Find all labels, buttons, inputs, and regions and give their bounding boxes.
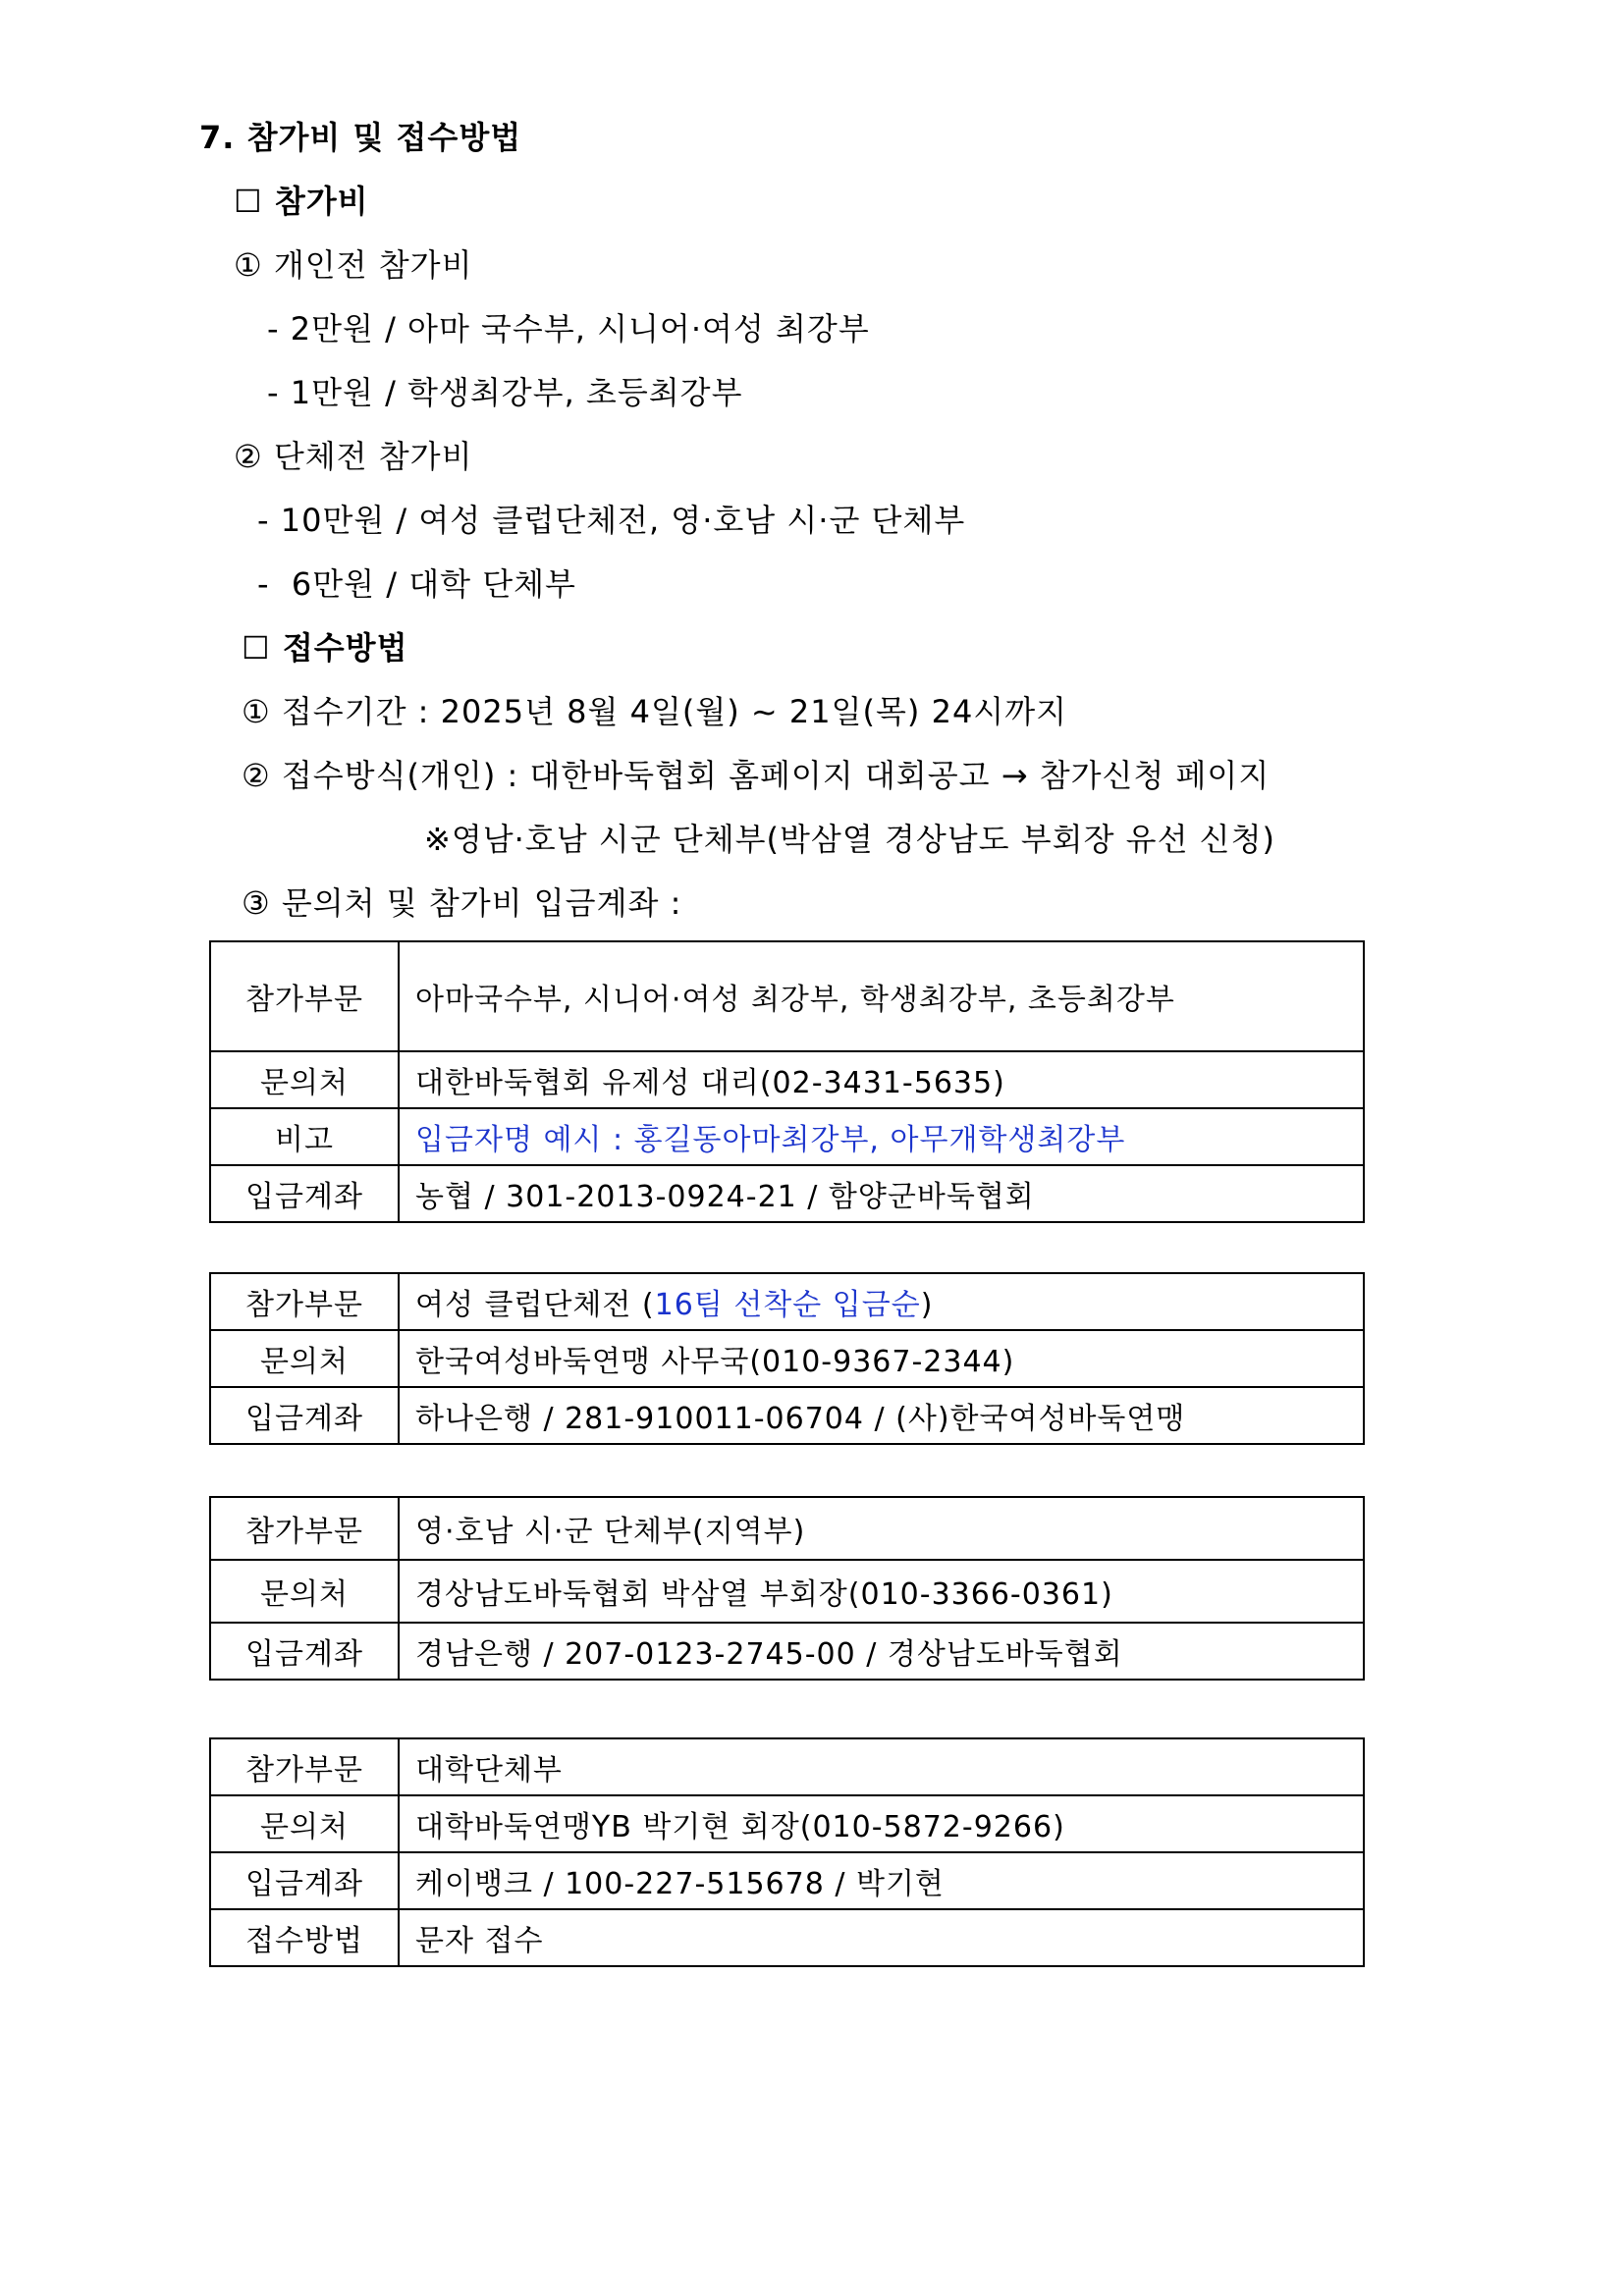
table-row bbox=[210, 1623, 1364, 1680]
contact-label: 문의처 bbox=[210, 1051, 399, 1108]
account-value: 하나은행 / 281-910011-06704 / (사)한국여성바둑연맹 bbox=[399, 1387, 1364, 1444]
section-title: 7. 참가비 및 접수방법 bbox=[199, 119, 522, 156]
team-fee-line: - 6만원 / 대학 단체부 bbox=[257, 565, 576, 603]
individual-fee-line: - 1만원 / 학생최강부, 초등최강부 bbox=[267, 374, 743, 411]
division-label: 참가부문 bbox=[210, 941, 399, 1051]
table-row bbox=[210, 1387, 1364, 1444]
account-value: 케이뱅크 / 100-227-515678 / 박기현 bbox=[399, 1852, 1364, 1909]
contact-label: 문의처 bbox=[210, 1330, 399, 1387]
table-row bbox=[210, 1273, 1364, 1330]
method-way: ② 접수방식(개인) : 대한바둑협회 홈페이지 대회공고 → 참가신청 페이지 bbox=[242, 757, 1271, 794]
contact-value: 대학바둑연맹YB 박기현 회장(010-5872-9266) bbox=[399, 1795, 1364, 1852]
division-label: 참가부문 bbox=[210, 1497, 399, 1560]
table-row bbox=[210, 1852, 1364, 1909]
individual-fee-heading: ① 개인전 참가비 bbox=[234, 246, 473, 284]
table-row bbox=[210, 1795, 1364, 1852]
division-value: 아마국수부, 시니어·여성 최강부, 학생최강부, 초등최강부 bbox=[399, 941, 1364, 1051]
table-row bbox=[210, 941, 1364, 1051]
division-suffix: ) bbox=[920, 1288, 934, 1322]
division-highlight: 16팀 선착순 입금순 bbox=[654, 1288, 921, 1322]
individual-fee-line: - 2만원 / 아마 국수부, 시니어·여성 최강부 bbox=[267, 310, 870, 347]
contact-label: 문의처 bbox=[210, 1795, 399, 1852]
method-value: 문자 접수 bbox=[399, 1909, 1364, 1966]
team-fee-line: - 10만원 / 여성 클럽단체전, 영·호남 시·군 단체부 bbox=[257, 502, 966, 539]
division-value bbox=[399, 1273, 1364, 1330]
fee-header: ☐ 참가비 bbox=[234, 183, 369, 220]
table-row bbox=[210, 1051, 1364, 1108]
contact-value: 경상남도바둑협회 박삼열 부회장(010-3366-0361) bbox=[399, 1560, 1364, 1623]
table-row bbox=[210, 1497, 1364, 1560]
table-regional bbox=[209, 1496, 1365, 1681]
table-row bbox=[210, 1909, 1364, 1966]
division-label: 참가부문 bbox=[210, 1273, 399, 1330]
table-row bbox=[210, 1330, 1364, 1387]
division-prefix: 여성 클럽단체전 ( bbox=[415, 1288, 655, 1322]
division-value: 대학단체부 bbox=[399, 1738, 1364, 1795]
table-women-club bbox=[209, 1272, 1365, 1445]
team-fee-heading: ② 단체전 참가비 bbox=[234, 438, 473, 475]
method-period: ① 접수기간 : 2025년 8월 4일(월) ~ 21일(목) 24시까지 bbox=[242, 693, 1068, 730]
method-header: ☐ 접수방법 bbox=[242, 629, 408, 667]
table-row bbox=[210, 1108, 1364, 1165]
account-value: 경남은행 / 207-0123-2745-00 / 경상남도바둑협회 bbox=[399, 1623, 1364, 1680]
contact-value: 한국여성바둑연맹 사무국(010-9367-2344) bbox=[399, 1330, 1364, 1387]
division-label: 참가부문 bbox=[210, 1738, 399, 1795]
table-row bbox=[210, 1165, 1364, 1222]
note-label: 비고 bbox=[210, 1108, 399, 1165]
account-value: 농협 / 301-2013-0924-21 / 함양군바둑협회 bbox=[399, 1165, 1364, 1222]
table-row bbox=[210, 1560, 1364, 1623]
method-contact-heading: ③ 문의처 및 참가비 입금계좌 : bbox=[242, 884, 682, 922]
table-university bbox=[209, 1737, 1365, 1967]
division-value: 영·호남 시·군 단체부(지역부) bbox=[399, 1497, 1364, 1560]
account-label: 입금계좌 bbox=[210, 1387, 399, 1444]
method-note: ※영남·호남 시군 단체부(박삼열 경상남도 부회장 유선 신청) bbox=[424, 821, 1275, 858]
table-individual bbox=[209, 940, 1365, 1223]
contact-value: 대한바둑협회 유제성 대리(02-3431-5635) bbox=[399, 1051, 1364, 1108]
table-row bbox=[210, 1738, 1364, 1795]
account-label: 입금계좌 bbox=[210, 1623, 399, 1680]
contact-label: 문의처 bbox=[210, 1560, 399, 1623]
note-value: 입금자명 예시 : 홍길동아마최강부, 아무개학생최강부 bbox=[399, 1108, 1364, 1165]
method-label: 접수방법 bbox=[210, 1909, 399, 1966]
account-label: 입금계좌 bbox=[210, 1165, 399, 1222]
account-label: 입금계좌 bbox=[210, 1852, 399, 1909]
